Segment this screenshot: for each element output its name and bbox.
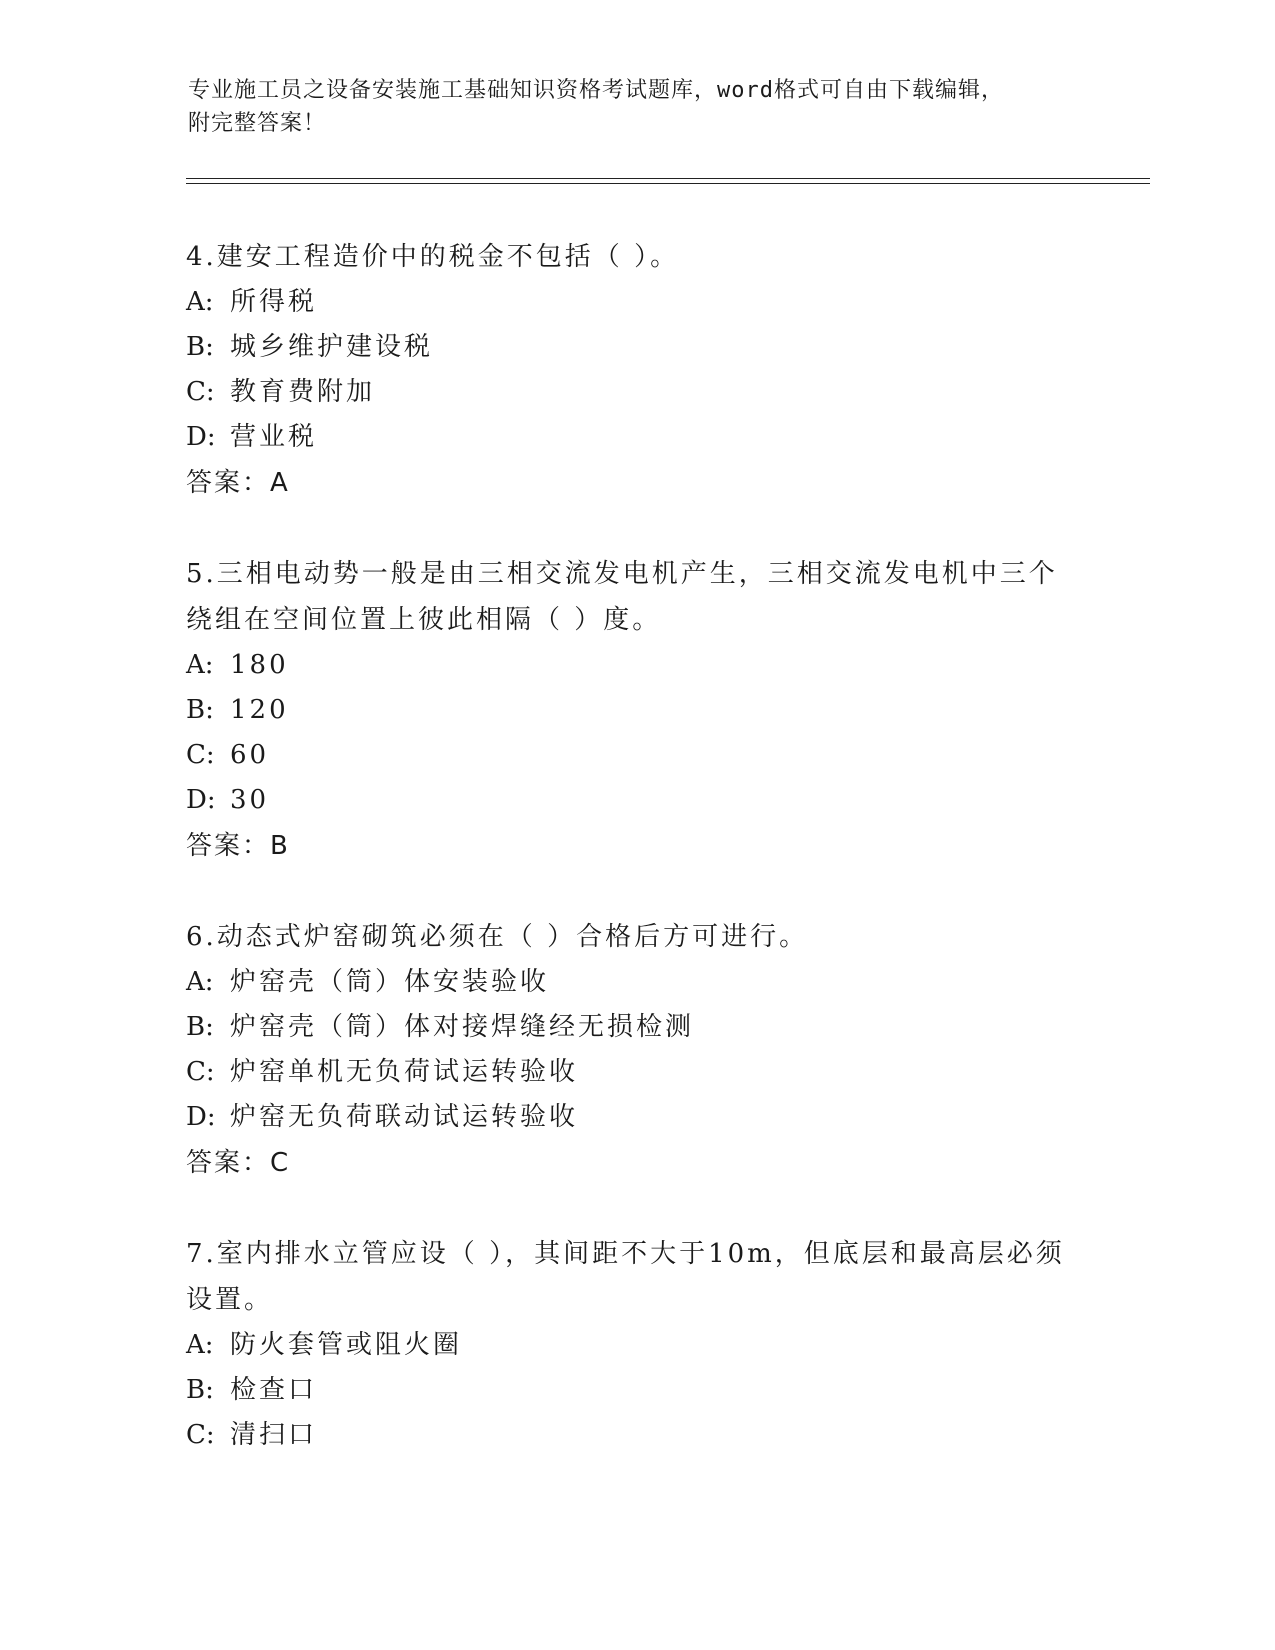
- option-text: 检查口: [230, 1375, 318, 1405]
- header-title-line-1: 专业施工员之设备安装施工基础知识资格考试题库，word格式可自由下载编辑，: [188, 78, 1004, 103]
- question-stem: 4.建安工程造价中的税金不包括（ ）。: [186, 242, 680, 272]
- option-text: 180: [230, 650, 289, 680]
- option-text: 营业税: [230, 422, 318, 452]
- option-letter: C:: [186, 1057, 215, 1087]
- question-stem: 5.三相电动势一般是由三相交流发电机产生，三相交流发电机中三个绕组在空间位置上彼此相隔（ ）度。: [186, 559, 1058, 635]
- question-stem: 7.室内排水立管应设（ ），其间距不大于10m，但底层和最高层必须设置。: [186, 1239, 1065, 1315]
- option-text: 教育费附加: [230, 377, 376, 407]
- option-b: [186, 1005, 1086, 1050]
- option-letter: A:: [186, 1330, 214, 1360]
- option-letter: B:: [186, 695, 214, 725]
- option-b: [186, 325, 1086, 370]
- option-c: [186, 1050, 1086, 1095]
- option-b: [186, 688, 1086, 733]
- header-double-rule: [186, 178, 1150, 184]
- option-text: 炉窑无负荷联动试运转验收: [230, 1102, 579, 1132]
- option-text: 炉窑壳（筒）体对接焊缝经无损检测: [230, 1012, 695, 1042]
- option-letter: B:: [186, 332, 214, 362]
- question-answer: 答案：C: [186, 1148, 291, 1178]
- question-5: [186, 551, 1086, 869]
- option-letter: B:: [186, 1375, 214, 1405]
- question-stem: 6.动态式炉窑砌筑必须在（ ）合格后方可进行。: [186, 922, 809, 952]
- option-text: 炉窑单机无负荷试运转验收: [230, 1057, 579, 1087]
- option-c: [186, 370, 1086, 415]
- option-letter: D:: [186, 422, 216, 452]
- question-6: [186, 914, 1086, 1186]
- question-7: [186, 1231, 1086, 1458]
- option-b: [186, 1368, 1086, 1413]
- option-text: 30: [230, 785, 270, 815]
- question-answer: 答案：A: [186, 468, 290, 498]
- option-d: [186, 415, 1086, 460]
- option-letter: C:: [186, 377, 215, 407]
- option-d: [186, 1095, 1086, 1140]
- question-answer: 答案：B: [186, 831, 290, 861]
- question-list: [186, 234, 1086, 1503]
- option-text: 清扫口: [230, 1420, 318, 1450]
- option-letter: A:: [186, 287, 214, 317]
- option-letter: C:: [186, 1420, 215, 1450]
- document-header: [188, 74, 1088, 140]
- option-c: [186, 1413, 1086, 1458]
- option-letter: D:: [186, 785, 216, 815]
- option-text: 所得税: [230, 287, 318, 317]
- option-text: 防火套管或阻火圈: [230, 1330, 463, 1360]
- question-4: [186, 234, 1086, 506]
- option-letter: C:: [186, 740, 215, 770]
- option-c: [186, 733, 1086, 778]
- option-a: [186, 643, 1086, 688]
- header-title-line-2: 附完整答案！: [188, 111, 327, 136]
- option-letter: A:: [186, 967, 214, 997]
- option-letter: B:: [186, 1012, 214, 1042]
- option-text: 60: [230, 740, 270, 770]
- option-a: [186, 280, 1086, 325]
- option-text: 城乡维护建设税: [230, 332, 434, 362]
- option-a: [186, 960, 1086, 1005]
- option-letter: A:: [186, 650, 214, 680]
- option-letter: D:: [186, 1102, 216, 1132]
- option-text: 120: [230, 695, 289, 725]
- option-text: 炉窑壳（筒）体安装验收: [230, 967, 550, 997]
- option-a: [186, 1323, 1086, 1368]
- option-d: [186, 778, 1086, 823]
